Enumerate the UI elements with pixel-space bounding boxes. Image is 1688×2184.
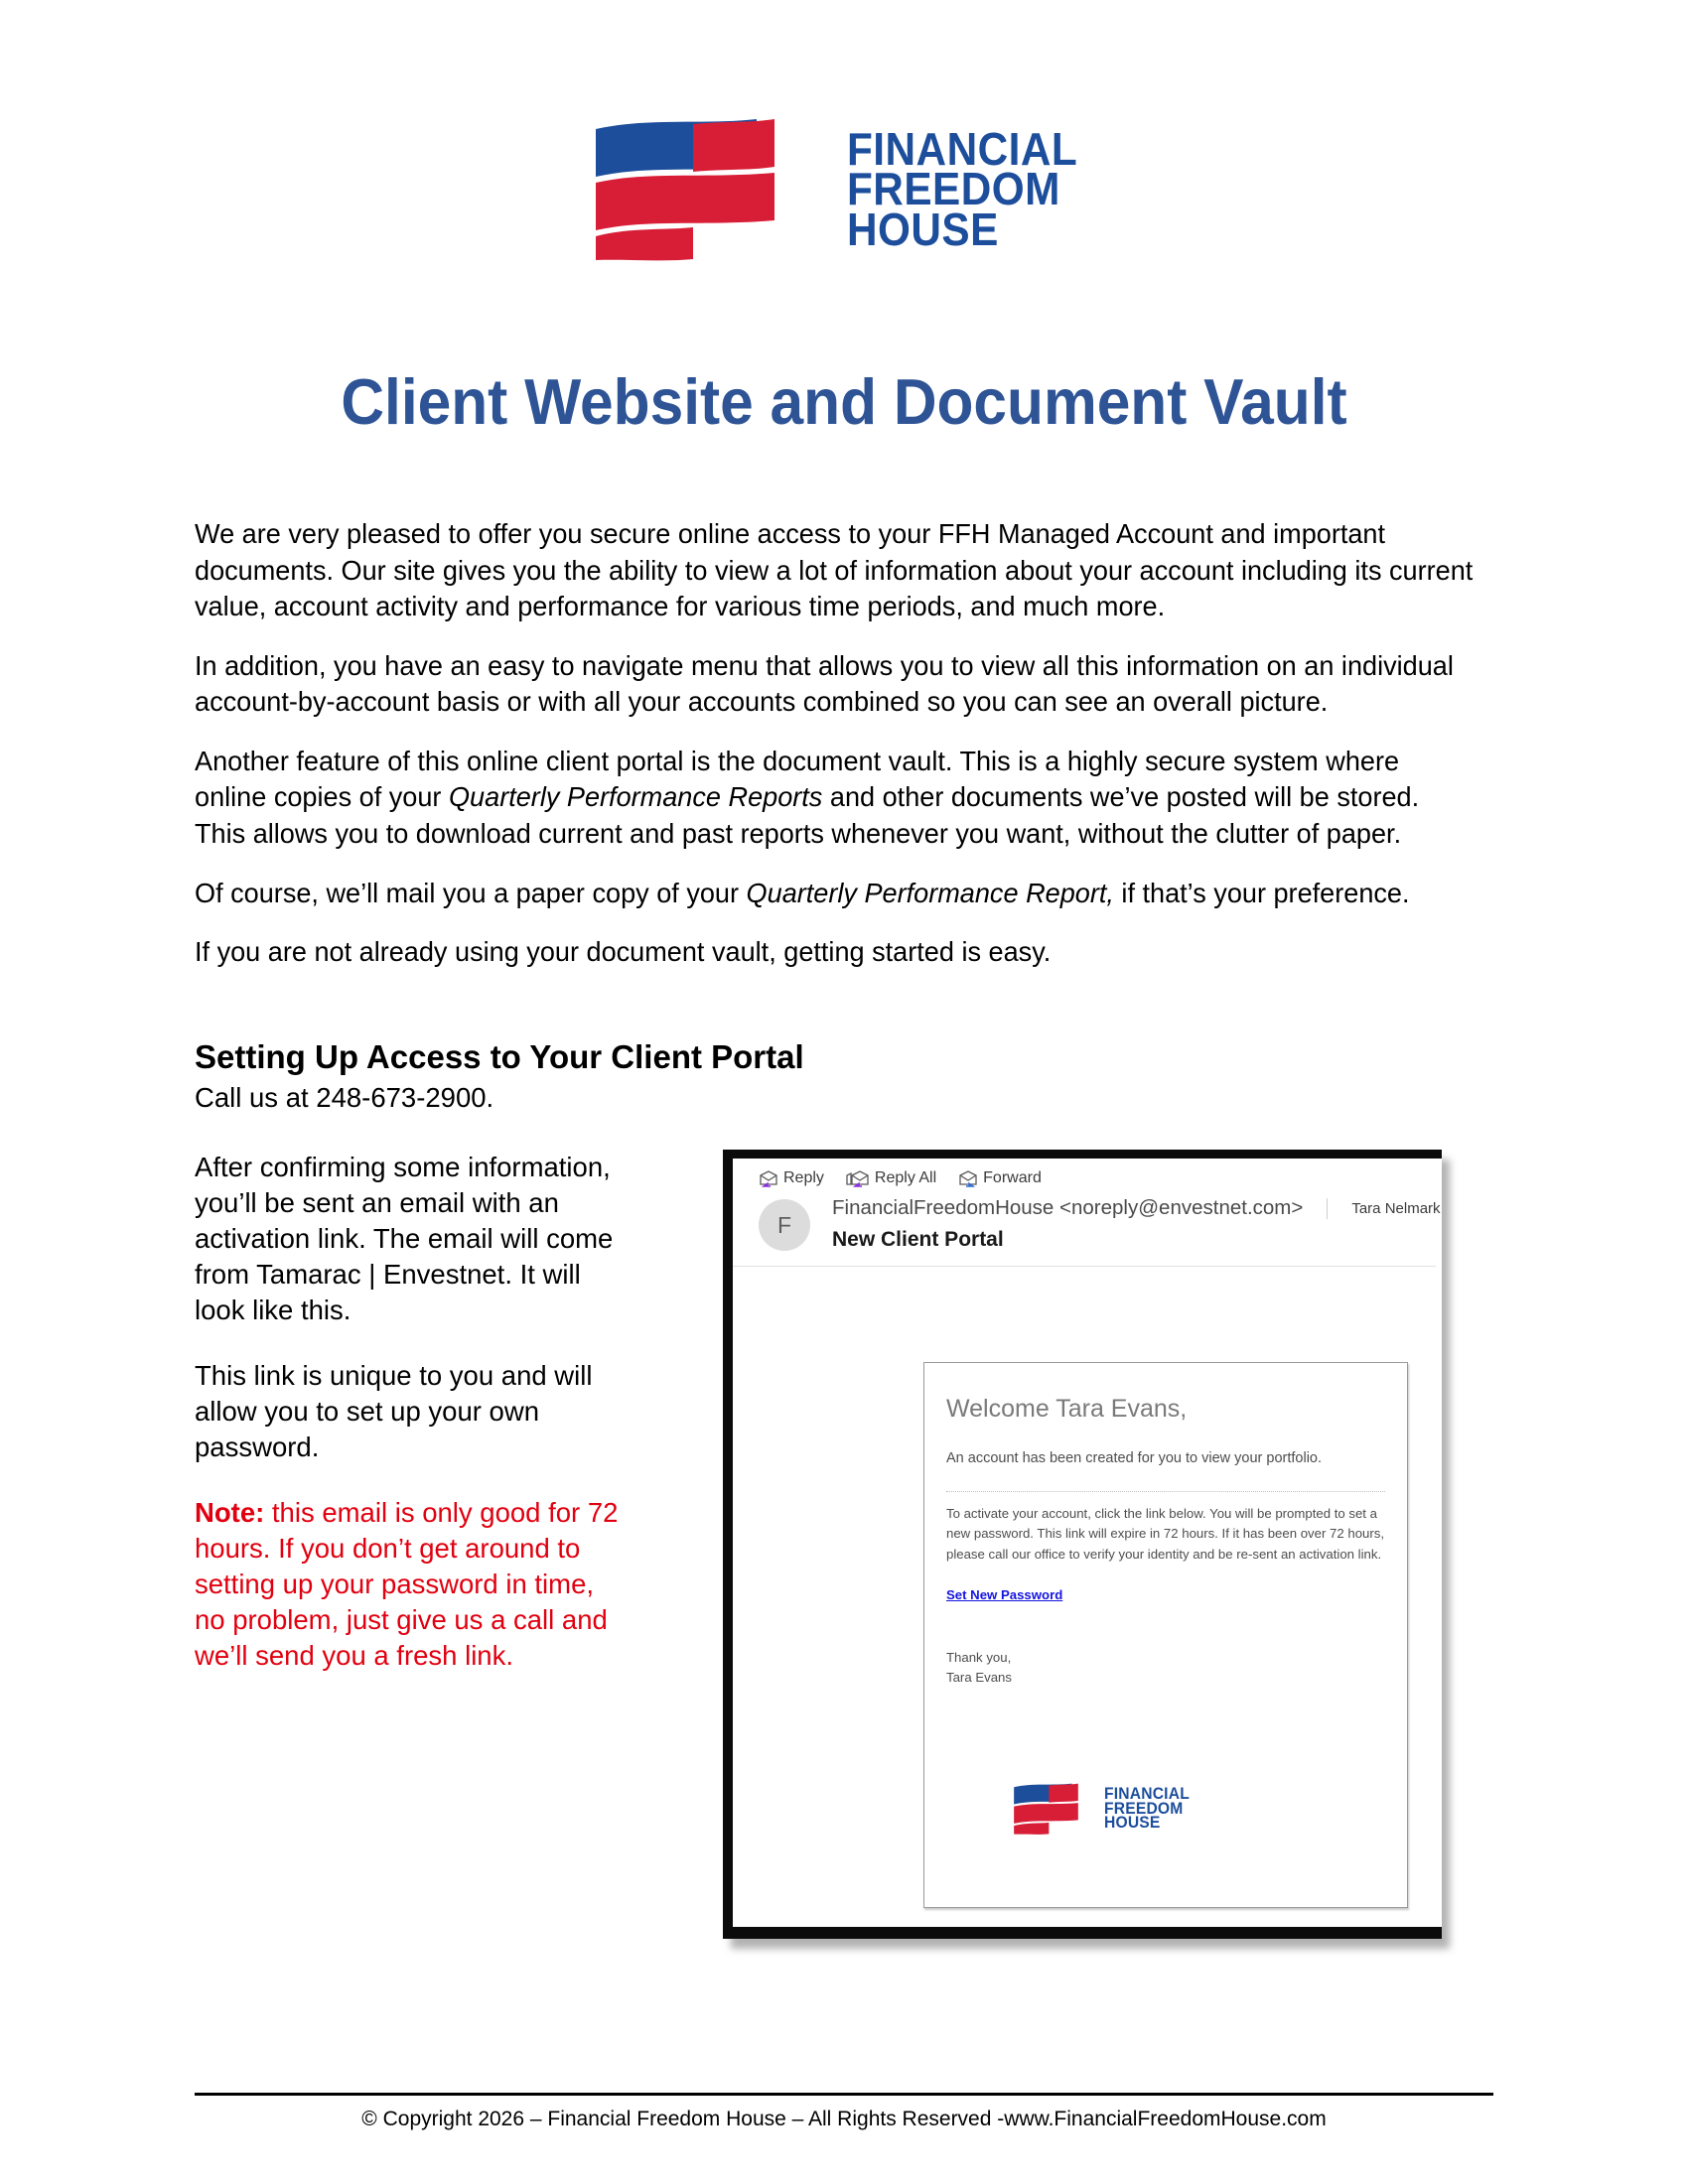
section-phone-line: Call us at 248-673-2900.: [195, 1082, 494, 1113]
avatar: F: [759, 1199, 810, 1251]
email-from-row: [832, 1196, 1441, 1220]
flag-icon: [590, 117, 833, 261]
footer-divider: [195, 2093, 1493, 2096]
email-message-body: [924, 1363, 1407, 1688]
footer-copyright: © Copyright 2026 – Financial Freedom House – All Rights Reserved -www.FinancialFreedomHouse.com: [361, 2108, 1327, 2130]
reply-button[interactable]: [759, 1169, 824, 1187]
email-greeting: Welcome Tara Evans,: [946, 1395, 1188, 1423]
email-recipient: Tara Nelmark: [1351, 1199, 1441, 1217]
email-sender: FinancialFreedomHouse <noreply@envestnet.com>: [832, 1196, 1304, 1219]
logo-line-freedom: FREEDOM: [1104, 1798, 1184, 1818]
note-paragraph: [195, 1495, 632, 1674]
email-signoff: Thank you,: [946, 1650, 1012, 1666]
note-body: this email is only good for 72 hours. If you don’t get around to setting up your password in time, no problem, just give us a call and we’ll send you a fresh link.: [195, 1497, 619, 1672]
left-column: [195, 1150, 632, 1704]
forward-icon: [958, 1170, 978, 1187]
email-header: [733, 1187, 1441, 1267]
logo-line-financial: FINANCIAL: [1104, 1783, 1190, 1803]
reply-label: Reply: [783, 1169, 824, 1186]
email-action-bar: [733, 1159, 1442, 1187]
logo-line-house: HOUSE: [847, 203, 1000, 255]
email-signer-name: Tara Evans: [946, 1670, 1012, 1686]
reply-all-icon: [846, 1170, 870, 1187]
forward-label: Forward: [983, 1169, 1042, 1186]
reply-all-label: Reply All: [874, 1169, 937, 1186]
email-screenshot: [723, 1150, 1442, 1939]
forward-button[interactable]: [958, 1169, 1042, 1187]
email-logo-wordmark: [1104, 1783, 1196, 1833]
email-intro: An account has been created for you to view your portfolio.: [946, 1450, 1323, 1466]
email-signature: [946, 1648, 1385, 1688]
page-title: Client Website and Document Vault: [341, 365, 1347, 438]
note-label: Note:: [195, 1497, 265, 1529]
email-message-card: [923, 1362, 1408, 1908]
email-activation-text: To activate your account, click the link below. You will be prompted to set a new password. This link will expire in 72 hours. If it has been over 72 hours, please call our office to verify your identity and be re-sent an activation link.: [946, 1506, 1385, 1562]
masthead-logo: [0, 117, 1688, 261]
paragraph-4: Of course, we’ll mail you a paper copy of your Quarterly Performance Report, if that’s your preference.: [195, 877, 1410, 908]
logo-wordmark: [847, 122, 1097, 255]
paragraph-5: If you are not already using your document vault, getting started is easy.: [195, 936, 1052, 968]
paragraph-1: We are very pleased to offer you secure online access to your FFH Managed Account and important documents. Our site gives you the ability to view a lot of information about your account including its current value, account activity and performance for various time periods, and much more.: [195, 518, 1474, 622]
email-subject: New Client Portal: [832, 1228, 1004, 1251]
set-new-password-link[interactable]: Set New Password: [946, 1587, 1063, 1603]
email-dotted-divider: [946, 1491, 1385, 1492]
left-paragraph-1: After confirming some information, you’ll be sent an email with an activation link. The email will come from Tamarac | Envestnet. It will look like this.: [195, 1152, 614, 1326]
screenshot-frame: [723, 1150, 1442, 1939]
logo-line-house: HOUSE: [1104, 1813, 1161, 1833]
section-heading: Setting Up Access to Your Client Portal: [195, 1038, 804, 1075]
reply-all-button[interactable]: [846, 1169, 936, 1187]
email-client-view: [733, 1159, 1442, 1927]
flag-icon: [1012, 1782, 1099, 1836]
email-footer-logo: [1012, 1782, 1196, 1836]
header-divider: [1327, 1198, 1328, 1219]
left-paragraph-2: This link is unique to you and will allow you to set up your own password.: [195, 1360, 593, 1463]
logo-line-freedom: FREEDOM: [847, 163, 1061, 215]
reply-icon: [759, 1170, 778, 1187]
paragraph-3: Another feature of this online client portal is the document vault. This is a highly secure system where online copies of your Quarterly Performance Reports and other documents we’ve posted will be stored. This allows you to download current and past reports whenever you want, without the clutter of paper.: [195, 745, 1420, 849]
logo-lockup: [590, 117, 1097, 261]
email-header-text: [832, 1196, 1441, 1252]
paragraph-2: In addition, you have an easy to navigate menu that allows you to view all this information on an individual account-by-account basis or with all your accounts combined so you can see an overall picture.: [195, 649, 1454, 718]
logo-line-financial: FINANCIAL: [847, 122, 1078, 175]
body-content: [195, 516, 1493, 994]
